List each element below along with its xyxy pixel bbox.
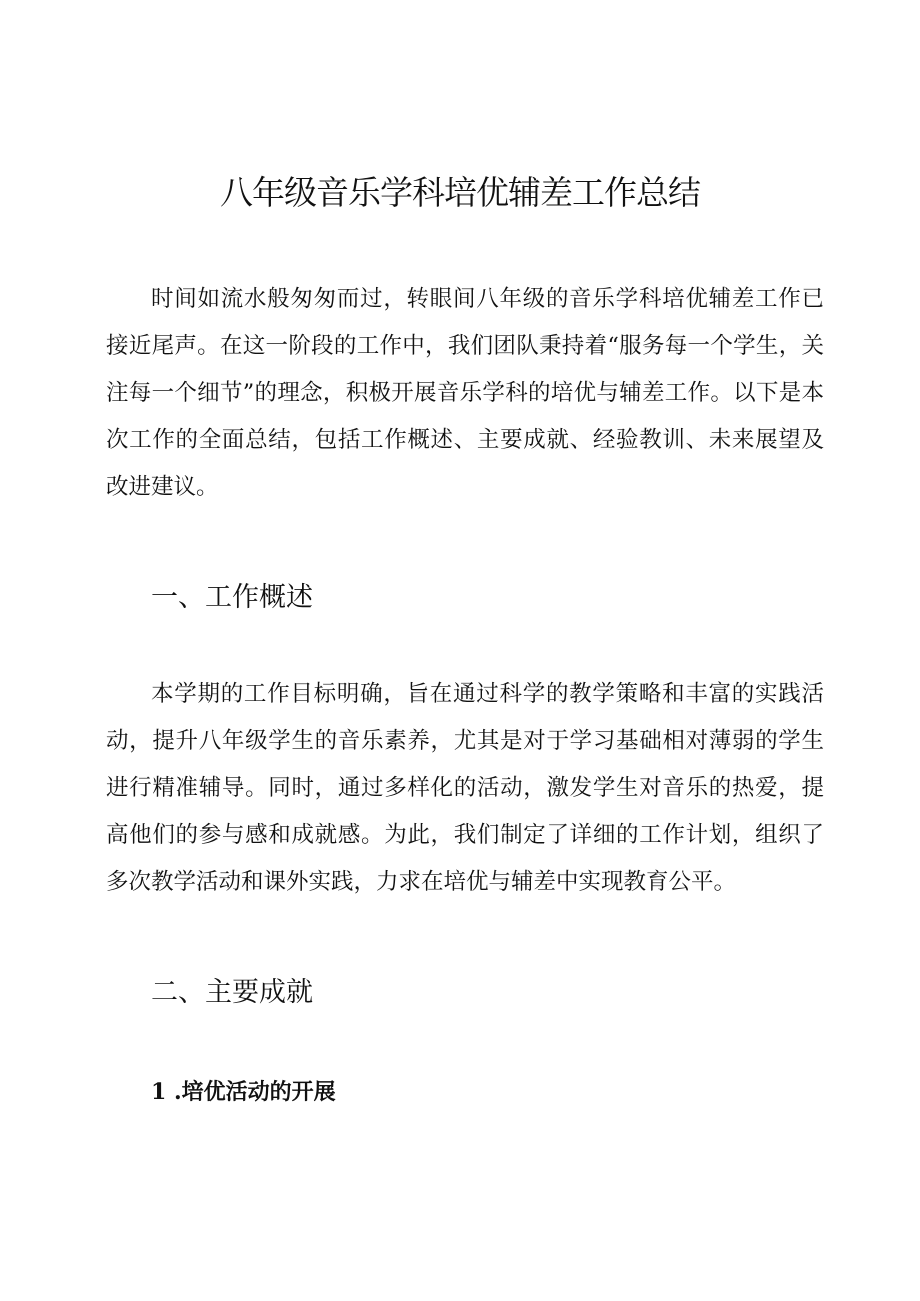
subheading-excellence-activities: 1 .培优活动的开展 [151, 1079, 336, 1105]
section-heading-overview: 一、工作概述 [151, 582, 313, 613]
intro-paragraph: 时间如流水般匆匆而过，转眼间八年级的音乐学科培优辅差工作已接近尾声。在这一阶段的工作中，我们团队秉持着“服务每一个学生，关注每一个细节”的理念，积极开展音乐学科的培优与辅差工作。以下是本次工作的全面总结，包括工作概述、主要成就、经验教训、未来展望及改进建议。 [106, 286, 824, 500]
section-heading-achievements: 二、主要成就 [151, 977, 313, 1008]
overview-paragraph: 本学期的工作目标明确，旨在通过科学的教学策略和丰富的实践活动，提升八年级学生的音乐素养，尤其是对于学习基础相对薄弱的学生进行精准辅导。同时，通过多样化的活动，激发学生对音乐的热爱，提高他们的参与感和成就感。为此，我们制定了详细的工作计划，组织了多次教学活动和课外实践，力求在培优与辅差中实现教育公平。 [106, 681, 824, 895]
document-title: 八年级音乐学科培优辅差工作总结 [220, 173, 700, 212]
